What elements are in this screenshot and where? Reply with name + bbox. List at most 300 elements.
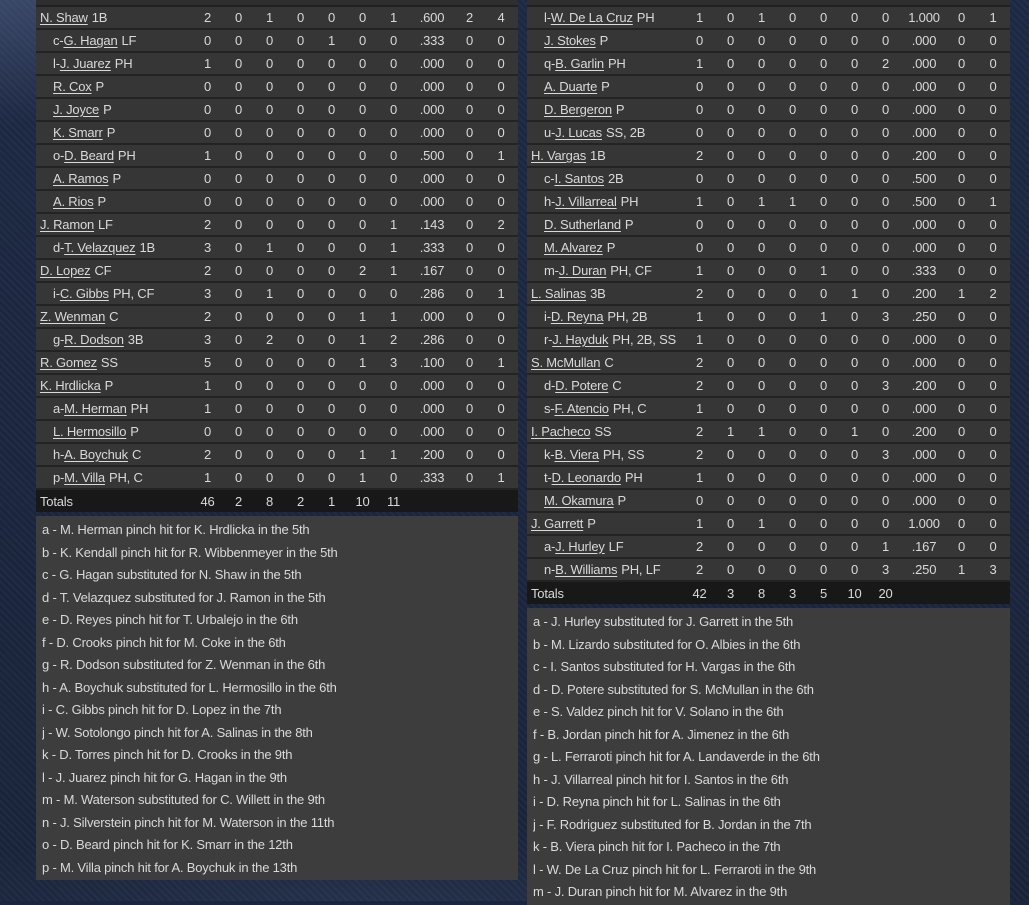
position-label: P	[112, 171, 121, 186]
stat-cell: 0	[465, 194, 474, 209]
stat-cell: 0	[296, 378, 305, 393]
stat-cell: 0	[957, 56, 966, 71]
position-label: P	[104, 378, 114, 393]
stat-cell: 0	[819, 562, 828, 577]
stat-cell: 0	[757, 447, 766, 462]
player-name-link[interactable]: S. McMullan	[531, 355, 601, 370]
player-name-cell	[36, 286, 192, 301]
stat-cell: 0	[296, 102, 305, 117]
stat-cell: 3	[203, 286, 212, 301]
stat-cell: 0	[757, 56, 766, 71]
stat-cell: 0	[989, 240, 997, 255]
player-name-link[interactable]: L. Hermosillo	[53, 424, 127, 439]
player-name-link[interactable]: T. Velazquez	[64, 240, 136, 255]
player-name-link[interactable]: J. Villarreal	[555, 194, 617, 209]
player-name-link[interactable]: W. De La Cruz	[550, 10, 633, 25]
position-label: 1B	[590, 148, 606, 163]
stat-cell: 1	[850, 424, 859, 439]
player-name-link[interactable]: J. Garrett	[531, 516, 584, 531]
totals-label-cell	[527, 586, 684, 601]
stat-cell: 0	[726, 309, 735, 324]
stat-cell: 0	[788, 539, 797, 554]
player-name-cell	[527, 355, 684, 370]
player-row	[527, 122, 1010, 145]
player-name-link[interactable]: R. Gomez	[40, 355, 97, 370]
sub-prefix: d-	[544, 378, 556, 393]
stat-cell: 0	[726, 447, 735, 462]
stat-cell: .000	[419, 424, 445, 439]
stat-cell: 1	[989, 194, 997, 209]
position-label: PH, CF	[610, 263, 652, 278]
substitution-note: i - D. Reyna pinch hit for L. Salinas in the 6th	[533, 794, 781, 809]
player-row	[527, 76, 1010, 99]
stat-cell: 0	[881, 148, 890, 163]
right-substitution-notes	[527, 608, 1010, 905]
player-name-link[interactable]: M. Villa	[64, 470, 105, 485]
stat-cell: 0	[265, 263, 274, 278]
stat-cell: 0	[989, 56, 997, 71]
stat-cell: 0	[788, 493, 797, 508]
stat-cell: 1	[389, 447, 398, 462]
stat-cell: 1	[695, 332, 704, 347]
player-name-link[interactable]: J. Stokes	[544, 33, 596, 48]
stat-cell: 0	[465, 56, 474, 71]
sub-prefix: p-	[53, 470, 65, 485]
player-name-link[interactable]: J. Duran	[558, 263, 607, 278]
stat-cell: 1	[957, 562, 966, 577]
stat-cell: 1	[358, 355, 367, 370]
stat-cell: 0	[989, 33, 997, 48]
player-name-cell	[527, 562, 684, 577]
stat-cell: 0	[695, 171, 704, 186]
player-name-link[interactable]: Z. Wenman	[40, 309, 106, 324]
stat-cell: 0	[358, 79, 367, 94]
stat-cell: 0	[358, 217, 367, 232]
stat-cell: 0	[726, 125, 735, 140]
stat-cell: 1	[497, 355, 505, 370]
stat-cell: 0	[819, 424, 828, 439]
position-label: P	[615, 102, 625, 117]
stat-cell: 0	[296, 332, 305, 347]
stat-cell: 0	[234, 470, 243, 485]
stat-cell: 0	[726, 562, 735, 577]
stat-cell: 0	[850, 493, 859, 508]
player-name-link[interactable]: J. Hurley	[555, 539, 605, 554]
stat-cell: 0	[850, 171, 859, 186]
player-name-link[interactable]: M. Alvarez	[544, 240, 603, 255]
stat-cell: 0	[358, 378, 367, 393]
stat-cell: 0	[989, 447, 997, 462]
stat-cell: 0	[757, 470, 766, 485]
stat-cell: 0	[296, 355, 305, 370]
stat-cell: 8	[265, 493, 274, 509]
position-label: C	[109, 309, 119, 324]
stat-cell: 2	[234, 493, 243, 509]
stat-cell: .143	[419, 217, 445, 232]
player-name-link[interactable]: J. Joyce	[53, 102, 100, 117]
stat-cell: 0	[465, 424, 474, 439]
player-name-cell	[527, 79, 684, 94]
stat-cell: 0	[726, 401, 735, 416]
player-name-link[interactable]: B. Williams	[555, 562, 618, 577]
stat-cell: 2	[203, 263, 212, 278]
stat-cell: 0	[265, 102, 274, 117]
player-row	[527, 536, 1010, 559]
player-name-link[interactable]: I. Santos	[554, 171, 604, 186]
position-label: 1B	[91, 10, 108, 25]
stat-cell: 0	[327, 447, 336, 462]
stat-cell: .286	[419, 286, 445, 301]
stat-cell: .000	[419, 56, 445, 71]
stat-cell: 0	[465, 263, 474, 278]
player-name-link[interactable]: F. Atencio	[554, 401, 609, 416]
player-row	[527, 214, 1010, 237]
stat-cell: 0	[957, 447, 966, 462]
stat-cell: .200	[419, 447, 445, 462]
stat-cell: 0	[265, 309, 274, 324]
stat-cell: 0	[757, 562, 766, 577]
stat-cell: 0	[358, 401, 367, 416]
stat-cell: 0	[358, 286, 367, 301]
player-name-link[interactable]: D. Reyna	[550, 309, 604, 324]
player-row	[36, 53, 518, 76]
stat-cell: 0	[296, 217, 305, 232]
stat-cell: 42	[692, 585, 707, 601]
player-name-link[interactable]: A. Boychuk	[64, 447, 128, 462]
stat-cell: 0	[957, 424, 966, 439]
stat-cell: 1	[203, 56, 212, 71]
totals-label-cell	[36, 494, 192, 509]
player-row	[527, 53, 1010, 76]
player-row	[36, 191, 518, 214]
stat-cell: 0	[850, 217, 859, 232]
stat-cell: 2	[881, 56, 890, 71]
stat-cell: 0	[296, 447, 305, 462]
substitution-note: f - B. Jordan pinch hit for A. Jimenez in the 6th	[533, 726, 790, 742]
player-name-link[interactable]: J. Lucas	[555, 125, 602, 140]
stat-cell: 0	[819, 217, 828, 232]
stat-cell: 0	[881, 125, 890, 140]
stat-cell: 0	[327, 102, 336, 117]
stat-cell: 0	[358, 56, 367, 71]
player-name-cell	[527, 263, 684, 278]
stat-cell: 0	[850, 562, 859, 577]
sub-prefix: c-	[544, 171, 555, 186]
stat-cell: 0	[265, 56, 274, 71]
stat-cell: 0	[788, 516, 797, 531]
player-name-link[interactable]: H. Vargas	[531, 148, 587, 163]
stat-cell: 0	[788, 125, 797, 140]
sub-prefix: o-	[53, 148, 65, 163]
stat-cell: 0	[788, 33, 797, 48]
player-name-link[interactable]: G. Hagan	[63, 33, 118, 48]
stat-cell: 0	[465, 470, 474, 485]
player-name-cell	[527, 217, 684, 232]
stat-cell: 1	[497, 286, 505, 301]
stat-cell: 1	[695, 470, 704, 485]
stat-cell: 0	[989, 355, 997, 370]
player-row	[527, 99, 1010, 122]
left-substitution-notes	[36, 516, 518, 880]
stat-cell: 1	[203, 470, 212, 485]
player-row	[527, 421, 1010, 444]
stat-cell: 0	[788, 240, 797, 255]
stat-cell: 2	[497, 217, 505, 232]
stat-cell: .000	[911, 33, 937, 48]
stat-cell: 1	[695, 263, 704, 278]
right-batting-table	[527, 7, 1010, 604]
stat-cell: 0	[881, 332, 890, 347]
stat-cell: 0	[296, 10, 305, 25]
substitution-note: e - D. Reyes pinch hit for T. Urbalejo in the 6th	[42, 612, 298, 627]
stat-cell: 1	[358, 309, 367, 324]
player-row	[36, 375, 518, 398]
player-row	[36, 122, 518, 145]
stat-cell: 0	[819, 102, 828, 117]
stat-cell: 0	[203, 171, 212, 186]
stat-cell: 0	[850, 148, 859, 163]
stat-cell: 1	[389, 309, 398, 324]
player-name-link[interactable]: D. Sutherland	[544, 217, 621, 232]
stat-cell: 0	[788, 447, 797, 462]
player-name-cell	[36, 355, 192, 370]
stat-cell: 1	[819, 263, 828, 278]
stat-cell: 2	[265, 332, 274, 347]
stat-cell: 0	[850, 447, 859, 462]
stat-cell: 3	[881, 309, 890, 324]
stat-cell: 0	[881, 33, 890, 48]
stat-cell: .000	[419, 171, 445, 186]
stat-cell: 0	[757, 309, 766, 324]
stat-cell: 0	[757, 217, 766, 232]
stat-cell: 0	[957, 332, 966, 347]
stat-cell: 0	[726, 56, 735, 71]
player-name-link[interactable]: B. Viera	[554, 447, 599, 462]
player-name-link[interactable]: D. Potere	[555, 378, 609, 393]
stat-cell: 0	[788, 79, 797, 94]
stat-cell: .333	[419, 33, 445, 48]
stat-cell: 0	[726, 286, 735, 301]
position-label: PH, C	[612, 401, 647, 416]
player-row	[527, 260, 1010, 283]
stat-cell: 0	[389, 286, 398, 301]
stat-cell: 0	[757, 148, 766, 163]
stat-cell: .100	[419, 355, 445, 370]
stat-cell: 3	[881, 447, 890, 462]
stat-cell: 0	[465, 378, 474, 393]
stat-cell: 0	[327, 10, 336, 25]
stat-cell: .000	[419, 401, 445, 416]
stat-cell: 1	[358, 470, 367, 485]
stat-cell: 0	[695, 493, 704, 508]
player-name-cell	[36, 56, 192, 71]
player-name-cell	[527, 332, 684, 347]
stat-cell: 0	[465, 79, 474, 94]
stat-cell: 0	[497, 240, 505, 255]
player-row	[36, 7, 518, 30]
stat-cell: 0	[265, 355, 274, 370]
stat-cell: 0	[389, 79, 398, 94]
stat-cell: 0	[358, 102, 367, 117]
substitution-note: f - D. Crooks pinch hit for M. Coke in the 6th	[42, 634, 286, 650]
stat-cell: 0	[850, 10, 859, 25]
sub-prefix: m-	[544, 263, 559, 278]
stat-cell: 0	[989, 263, 997, 278]
position-label: P	[95, 79, 105, 94]
stat-cell: 2	[203, 309, 212, 324]
stat-cell: .200	[911, 378, 937, 393]
sub-prefix: i-	[544, 309, 551, 324]
stat-cell: 0	[358, 424, 367, 439]
player-name-link[interactable]: N. Shaw	[40, 10, 88, 25]
player-name-cell	[527, 286, 684, 301]
stat-cell: 0	[850, 240, 859, 255]
player-name-link[interactable]: J. Ramon	[40, 217, 95, 232]
player-name-link[interactable]: D. Bergeron	[544, 102, 612, 117]
stat-cell: 0	[757, 33, 766, 48]
player-name-link[interactable]: L. Salinas	[531, 286, 587, 301]
player-row	[527, 7, 1010, 30]
stat-cell: 0	[203, 79, 212, 94]
player-name-link[interactable]: I. Pacheco	[531, 424, 591, 439]
stat-cell: 0	[203, 102, 212, 117]
stat-cell: 0	[819, 286, 828, 301]
stat-cell: 0	[819, 332, 828, 347]
stat-cell: 0	[358, 240, 367, 255]
stat-cell: 0	[695, 240, 704, 255]
stat-cell: 0	[726, 10, 735, 25]
stat-cell: 0	[296, 309, 305, 324]
player-row	[527, 444, 1010, 467]
player-name-link[interactable]: C. Gibbs	[59, 286, 109, 301]
stat-cell: 0	[757, 539, 766, 554]
player-name-link[interactable]: K. Hrdlicka	[40, 378, 101, 393]
stat-cell: .000	[911, 125, 937, 140]
stat-cell: 0	[989, 148, 997, 163]
stat-cell: 0	[989, 470, 997, 485]
stat-cell: 2	[695, 286, 704, 301]
stat-cell: 0	[850, 263, 859, 278]
position-label: P	[103, 102, 112, 117]
stat-cell: 0	[497, 447, 505, 462]
stat-cell: 0	[989, 378, 997, 393]
stat-cell: 1	[695, 194, 704, 209]
stat-cell: 0	[327, 332, 336, 347]
player-name-cell	[527, 470, 684, 485]
player-name-link[interactable]: D. Lopez	[40, 263, 91, 278]
stat-cell: 0	[881, 102, 890, 117]
player-name-link[interactable]: A. Ramos	[53, 171, 109, 186]
player-name-link[interactable]: A. Duarte	[544, 79, 598, 94]
stat-cell: 0	[819, 493, 828, 508]
stat-cell: 1	[327, 493, 336, 509]
player-name-link[interactable]: J. Hayduk	[552, 332, 609, 347]
stat-cell: 0	[234, 332, 243, 347]
stat-cell: 0	[265, 217, 274, 232]
player-row	[36, 76, 518, 99]
stat-cell: .000	[419, 194, 445, 209]
player-name-link[interactable]: R. Dodson	[64, 332, 124, 347]
stat-cell: 1	[757, 194, 766, 209]
player-name-link[interactable]: B. Garlin	[555, 56, 604, 71]
stat-cell: 0	[819, 148, 828, 163]
stat-cell: 0	[327, 286, 336, 301]
stat-cell: 0	[957, 470, 966, 485]
stat-cell: 0	[819, 539, 828, 554]
stat-cell: 0	[819, 125, 828, 140]
stat-cell: 0	[757, 102, 766, 117]
stat-cell: 0	[850, 378, 859, 393]
stat-cell: 0	[234, 240, 243, 255]
sub-prefix: k-	[544, 447, 555, 462]
stat-cell: 1	[989, 10, 997, 25]
position-label: PH	[114, 56, 133, 71]
player-name-link[interactable]: D. Beard	[64, 148, 114, 163]
substitution-note: l - W. De La Cruz pinch hit for L. Ferraroti in the 9th	[533, 861, 817, 877]
player-name-link[interactable]: K. Smarr	[53, 125, 103, 140]
player-name-cell	[36, 79, 192, 94]
player-name-link[interactable]: A. Rios	[53, 194, 94, 209]
player-name-cell	[36, 470, 192, 485]
substitution-note: d - D. Potere substituted for S. McMullan in the 6th	[533, 681, 814, 697]
player-row	[527, 30, 1010, 53]
stat-cell: 0	[757, 263, 766, 278]
stat-cell: 0	[957, 401, 966, 416]
stat-cell: 0	[989, 171, 997, 186]
position-label: PH	[117, 148, 136, 163]
player-row	[527, 352, 1010, 375]
stat-cell: 0	[497, 125, 505, 140]
stat-cell: .333	[419, 240, 445, 255]
player-name-link[interactable]: R. Cox	[53, 79, 92, 94]
stat-cell: 1	[497, 470, 505, 485]
stat-cell: 0	[695, 79, 704, 94]
stat-cell: 0	[788, 148, 797, 163]
player-name-link[interactable]: M. Okamura	[544, 493, 614, 508]
player-name-link[interactable]: M. Herman	[64, 401, 127, 416]
player-row	[527, 145, 1010, 168]
player-name-link[interactable]: J. Juarez	[59, 56, 111, 71]
stat-cell: 0	[957, 79, 966, 94]
player-name-cell	[36, 125, 192, 140]
player-row	[36, 214, 518, 237]
player-name-link[interactable]: D. Leonardo	[551, 470, 621, 485]
player-name-cell	[36, 332, 192, 347]
stat-cell: 3	[203, 240, 212, 255]
stat-cell: 0	[788, 56, 797, 71]
substitution-note: a - J. Hurley substituted for J. Garrett in the 5th	[533, 614, 794, 629]
stat-cell: 0	[389, 56, 398, 71]
stat-cell: 1	[265, 286, 274, 301]
sub-prefix: a-	[53, 401, 65, 416]
stat-cell: 0	[788, 378, 797, 393]
player-row	[36, 237, 518, 260]
player-name-cell	[36, 240, 192, 255]
stat-cell: 1	[695, 10, 704, 25]
position-label: P	[587, 516, 596, 531]
stat-cell: 0	[497, 401, 505, 416]
sub-prefix: a-	[544, 539, 556, 554]
stat-cell: .000	[911, 470, 937, 485]
player-name-cell	[527, 516, 684, 531]
stat-cell: 0	[757, 378, 766, 393]
stat-cell: 0	[358, 125, 367, 140]
totals-label: Totals	[531, 585, 564, 601]
substitution-note: j - F. Rodriguez substituted for B. Jordan in the 7th	[533, 816, 812, 832]
stat-cell: .000	[911, 79, 937, 94]
stat-cell: .200	[911, 148, 937, 163]
stat-cell: 0	[726, 516, 735, 531]
